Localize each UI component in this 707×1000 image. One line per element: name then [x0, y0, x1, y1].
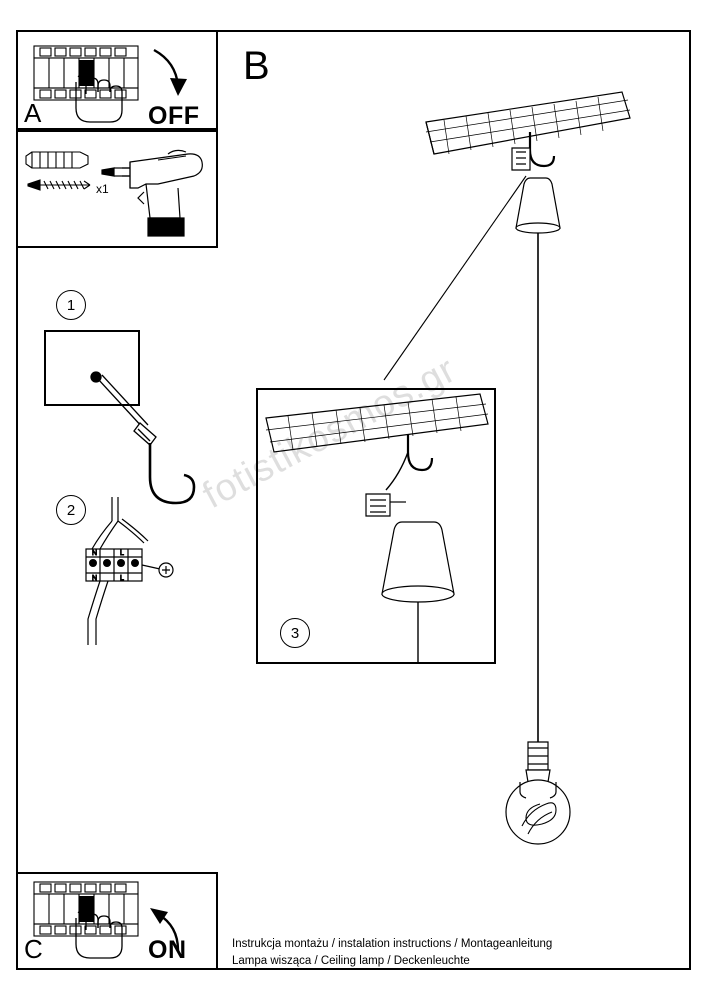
- svg-text:N: N: [92, 575, 98, 582]
- svg-text:N: N: [92, 550, 98, 557]
- step-3-box: [256, 388, 496, 664]
- step-1-marker: [56, 290, 86, 320]
- step-tool-box: [16, 130, 218, 248]
- step-c-box: [16, 872, 218, 970]
- step-c-illustration: [18, 874, 218, 970]
- svg-text:L: L: [120, 550, 124, 557]
- step-a-box: [16, 30, 218, 130]
- drill-illustration: [18, 132, 218, 248]
- step-a-label: OFF: [148, 102, 200, 130]
- step-c-letter: C: [24, 934, 43, 964]
- caption-line-2: Lampa wisząca / Ceiling lamp / Deckenleuchte: [232, 955, 470, 967]
- caption-line-1: Instrukcja montażu / instalation instructions / Montageanleitung: [232, 938, 553, 950]
- quantity-label: x1: [96, 182, 109, 196]
- step-3-number: 3: [290, 624, 300, 642]
- step-b-letter: B: [243, 44, 270, 88]
- step-1-number: 1: [66, 296, 76, 314]
- step-a-letter: A: [24, 98, 42, 128]
- step-1-illustration: [40, 325, 220, 510]
- step-2-illustration: [78, 495, 208, 655]
- step-3-marker: [280, 618, 310, 648]
- step-2-number: 2: [66, 501, 76, 519]
- step-c-label: ON: [148, 936, 187, 964]
- svg-text:L: L: [120, 575, 124, 582]
